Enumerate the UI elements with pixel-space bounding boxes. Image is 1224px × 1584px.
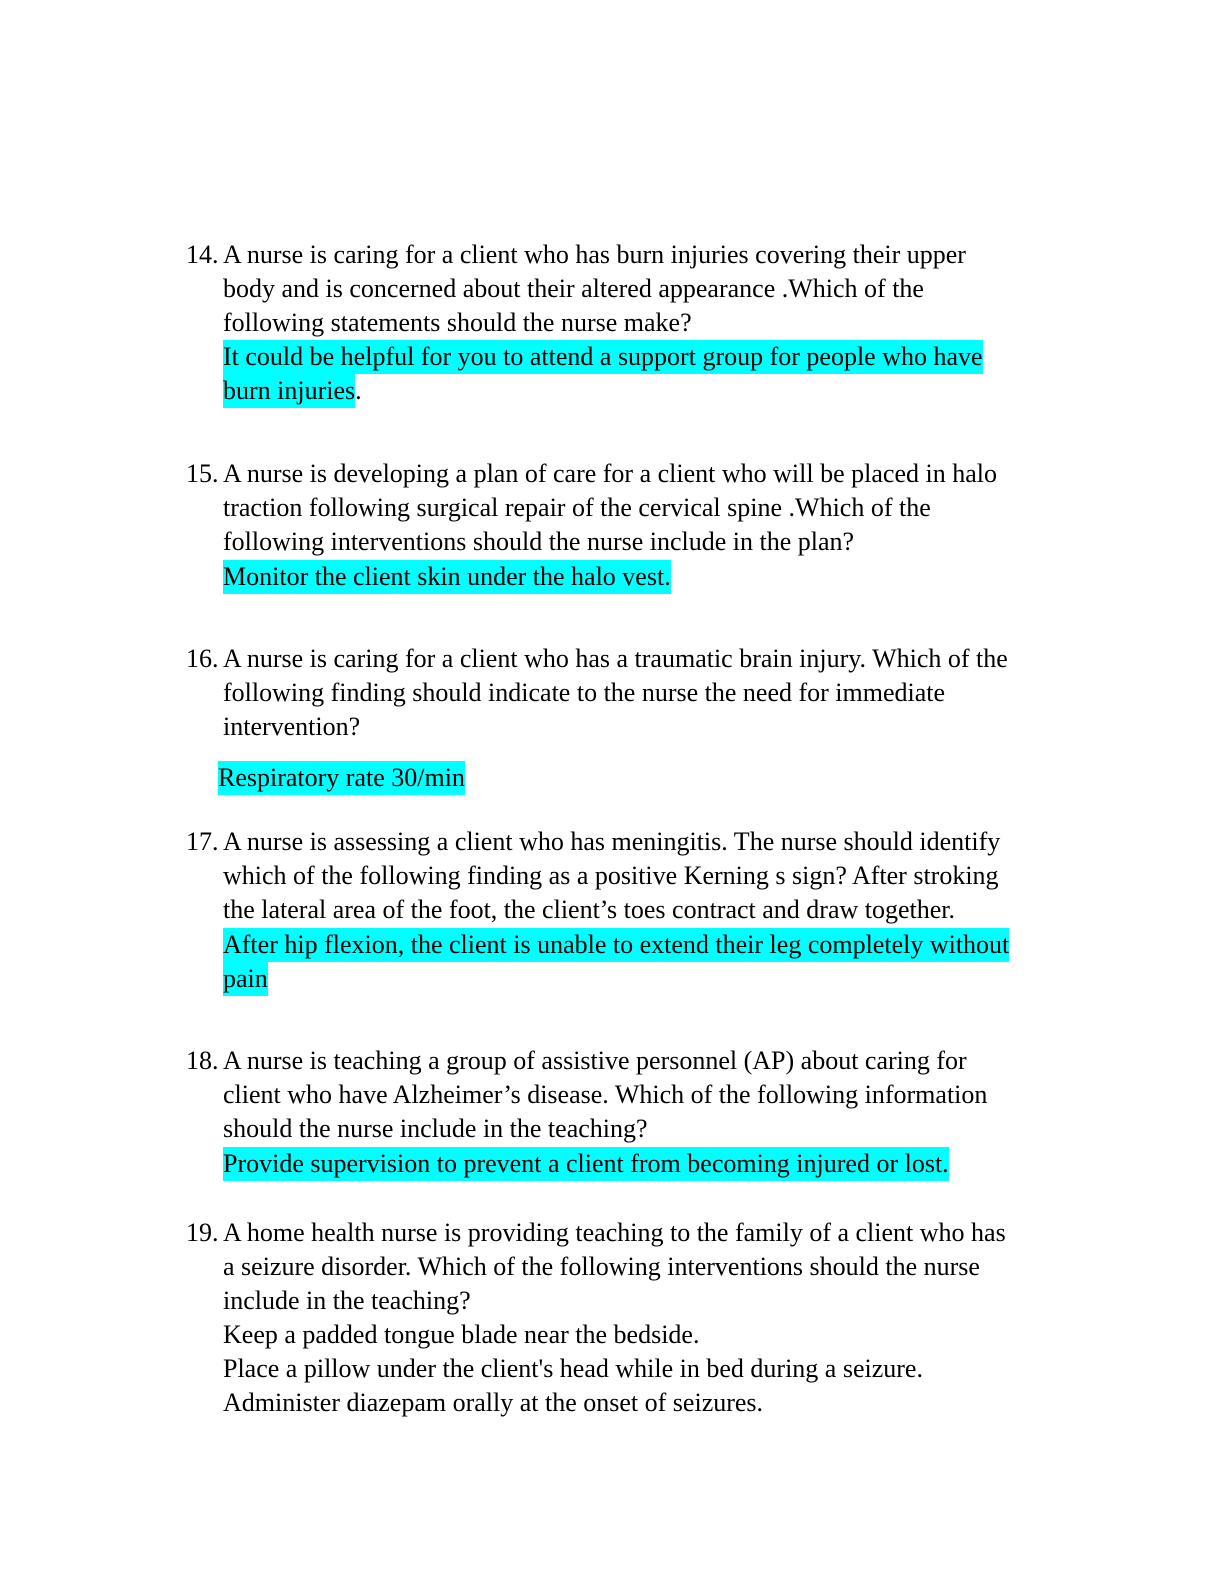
question-text-line: the lateral area of the foot, the client’s toes contract and draw together. [223, 895, 956, 924]
highlighted-answer: Respiratory rate 30/min [218, 761, 465, 795]
question-text-line: A nurse is caring for a client who has burn injuries covering their upper [223, 240, 966, 269]
answer-line [218, 761, 465, 795]
question-text-line: following statements should the nurse make? [223, 308, 692, 337]
option-line: Place a pillow under the client's head while in bed during a seizure. [223, 1354, 923, 1383]
question-text-line: should the nurse include in the teaching? [223, 1114, 648, 1143]
answer-trailing-period: . [355, 376, 362, 405]
answer-line [223, 1147, 949, 1181]
question-text-line: A nurse is assessing a client who has meningitis. The nurse should identify [223, 827, 1001, 856]
answer-line [223, 962, 268, 996]
question-text-line: client who have Alzheimer’s disease. Which of the following information [223, 1080, 988, 1109]
question-text-line: body and is concerned about their altered appearance .Which of the [223, 274, 924, 303]
question-text-line: intervention? [223, 712, 361, 741]
highlighted-answer: pain [223, 962, 268, 996]
question-number: 19. [186, 1218, 219, 1247]
question-text-line: A home health nurse is providing teaching to the family of a client who has [223, 1218, 1006, 1247]
question-text-line: A nurse is teaching a group of assistive personnel (AP) about caring for [223, 1046, 967, 1075]
question-number: 17. [186, 827, 219, 856]
question-text-line: following interventions should the nurse include in the plan? [223, 527, 855, 556]
highlighted-answer: burn injuries [223, 374, 355, 408]
answer-line [223, 928, 1009, 962]
question-text-line: a seizure disorder. Which of the following interventions should the nurse [223, 1252, 980, 1281]
question-text-line: include in the teaching? [223, 1286, 471, 1315]
answer-line [223, 340, 983, 374]
option-line: Keep a padded tongue blade near the bedside. [223, 1320, 700, 1349]
answer-line [223, 374, 362, 408]
question-number: 18. [186, 1046, 219, 1075]
question-text-line: A nurse is caring for a client who has a traumatic brain injury. Which of the [223, 644, 1008, 673]
highlighted-answer: Monitor the client skin under the halo vest. [223, 560, 671, 594]
question-text-line: following finding should indicate to the nurse the need for immediate [223, 678, 946, 707]
question-text-line: traction following surgical repair of the cervical spine .Which of the [223, 493, 931, 522]
question-number: 14. [186, 240, 219, 269]
answer-line [223, 560, 671, 594]
question-number: 16. [186, 644, 219, 673]
question-text-line: which of the following finding as a positive Kerning s sign? After stroking [223, 861, 999, 890]
highlighted-answer: Provide supervision to prevent a client from becoming injured or lost. [223, 1147, 949, 1181]
question-number: 15. [186, 459, 219, 488]
question-text-line: A nurse is developing a plan of care for a client who will be placed in halo [223, 459, 997, 488]
highlighted-answer: After hip flexion, the client is unable to extend their leg completely without [223, 928, 1009, 962]
option-line: Administer diazepam orally at the onset of seizures. [223, 1388, 764, 1417]
highlighted-answer: It could be helpful for you to attend a support group for people who have [223, 340, 983, 374]
